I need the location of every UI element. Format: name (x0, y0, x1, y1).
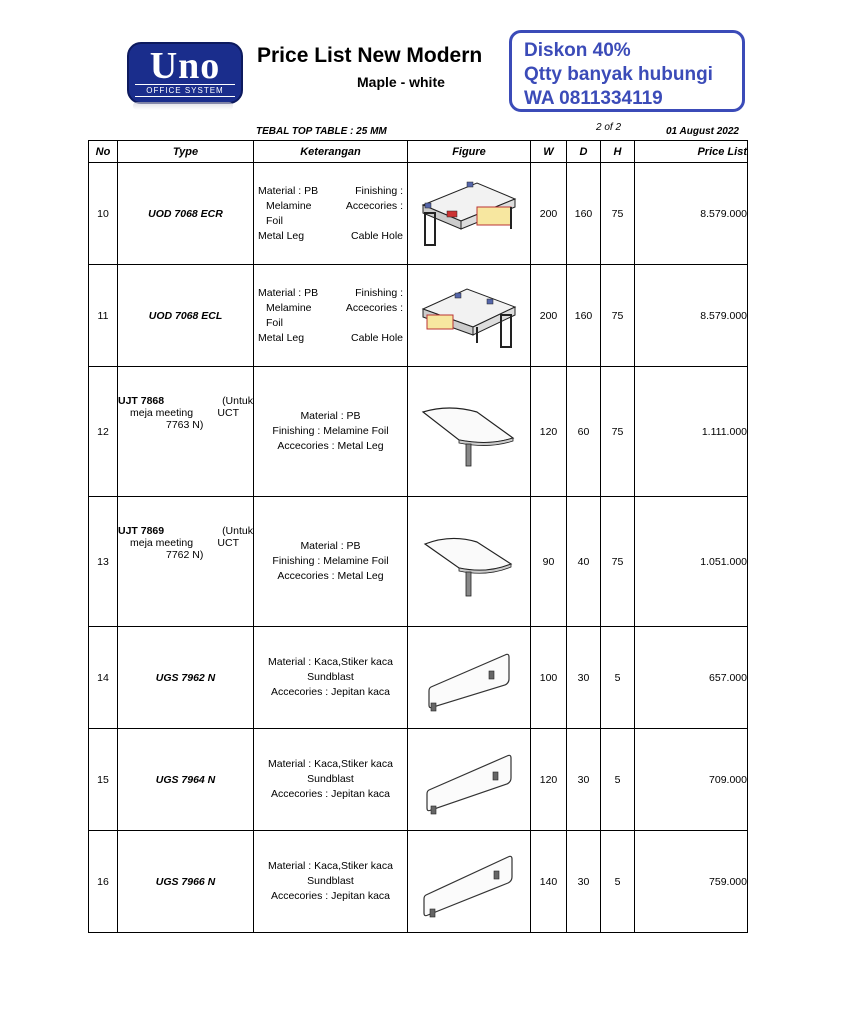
l-desk-left-figure (417, 279, 521, 353)
col-w: W (531, 141, 567, 163)
ket-line-1: Material : Kaca,Stiker kaca (268, 656, 393, 668)
cell-no: 12 (89, 367, 118, 497)
cell-figure (408, 367, 531, 497)
ket-line-1: Material : PB (300, 540, 361, 552)
logo-brand: Uno (149, 45, 221, 87)
cell-type (118, 497, 254, 627)
cell-figure (408, 163, 531, 265)
cell-no: 15 (89, 729, 118, 831)
cell-h: 75 (601, 497, 635, 627)
type-note-c: UCT (217, 537, 239, 549)
table-row (89, 831, 748, 933)
ket-accecories: Accecories : (345, 199, 403, 212)
cell-no: 11 (89, 265, 118, 367)
cell-h: 5 (601, 729, 635, 831)
ket-line-3: Accecories : Metal Leg (277, 440, 384, 452)
table-header-row (89, 141, 748, 163)
cell-figure (408, 497, 531, 627)
ket-line-3: Accecories : Jepitan kaca (270, 788, 391, 800)
price-table (88, 140, 748, 933)
promo-line-2: Qtty banyak hubungi (524, 64, 713, 85)
cell-price: 1.051.000 (635, 497, 748, 627)
ket-finishing: Finishing : (355, 184, 403, 197)
cell-w: 90 (531, 497, 567, 627)
ket-finish-value: Melamine Foil (266, 301, 312, 329)
cell-w: 140 (531, 831, 567, 933)
table-row (89, 497, 748, 627)
cell-d: 40 (567, 497, 601, 627)
ket-material: Material : PB (258, 184, 319, 197)
cell-h: 75 (601, 163, 635, 265)
cell-price: 1.111.000 (635, 367, 748, 497)
ket-line-3: Accecories : Jepitan kaca (270, 686, 391, 698)
ket-finishing: Finishing : (355, 286, 403, 299)
ket-material: Material : PB (258, 286, 319, 299)
cell-figure (408, 831, 531, 933)
cell-price: 8.579.000 (635, 265, 748, 367)
ket-finish-value: Melamine Foil (266, 199, 312, 227)
cell-no: 10 (89, 163, 118, 265)
table-row (89, 367, 748, 497)
cell-w: 200 (531, 163, 567, 265)
cell-type: UGS 7966 N (118, 831, 254, 933)
type-code: UJT 7868 (118, 395, 165, 407)
price-date: 01 August 2022 (666, 126, 739, 137)
ket-accecories: Accecories : (345, 301, 403, 314)
table-row (89, 265, 748, 367)
type-note-b: meja meeting (130, 537, 194, 549)
ket-line-1: Material : PB (300, 410, 361, 422)
type-note-d: 7762 N) (166, 549, 204, 561)
ket-line-2: Finishing : Melamine Foil (272, 425, 389, 437)
ket-line-2: Sundblast (307, 875, 354, 887)
cell-type: UGS 7964 N (118, 729, 254, 831)
cell-figure (408, 729, 531, 831)
promo-line-3: WA 0811334119 (524, 88, 663, 109)
meeting-table-figure (419, 394, 519, 470)
cell-keterangan (254, 729, 408, 831)
type-code: UJT 7869 (118, 525, 165, 537)
col-price: Price List (635, 141, 748, 163)
col-keterangan: Keterangan (254, 141, 408, 163)
cell-no: 16 (89, 831, 118, 933)
glass-screen-figure (420, 845, 518, 919)
cell-h: 5 (601, 831, 635, 933)
cell-type: UOD 7068 ECL (118, 265, 254, 367)
promo-box (509, 30, 745, 112)
cell-price: 8.579.000 (635, 163, 748, 265)
ket-line-3: Accecories : Jepitan kaca (270, 890, 391, 902)
cell-figure (408, 265, 531, 367)
cell-keterangan (254, 265, 408, 367)
cell-h: 5 (601, 627, 635, 729)
table-row (89, 163, 748, 265)
cell-d: 160 (567, 265, 601, 367)
cell-no: 13 (89, 497, 118, 627)
ket-acc-value-2: Cable Hole (351, 229, 403, 242)
ket-acc-value: Metal Leg (258, 331, 305, 344)
cell-h: 75 (601, 367, 635, 497)
ket-line-1: Material : Kaca,Stiker kaca (268, 860, 393, 872)
ket-line-1: Material : Kaca,Stiker kaca (268, 758, 393, 770)
cell-w: 100 (531, 627, 567, 729)
cell-type: UGS 7962 N (118, 627, 254, 729)
type-note-b: meja meeting (130, 407, 194, 419)
uno-logo (127, 42, 243, 104)
type-note-d: 7763 N) (166, 419, 204, 431)
cell-keterangan (254, 163, 408, 265)
cell-w: 120 (531, 729, 567, 831)
meeting-table-figure (419, 524, 519, 600)
ket-line-2: Sundblast (307, 671, 354, 683)
glass-screen-figure (421, 744, 517, 816)
cell-price: 657.000 (635, 627, 748, 729)
cell-keterangan (254, 497, 408, 627)
cell-w: 120 (531, 367, 567, 497)
cell-keterangan (254, 831, 408, 933)
ket-acc-value-2: Cable Hole (351, 331, 403, 344)
ket-acc-value: Metal Leg (258, 229, 305, 242)
tebal-top-table: TEBAL TOP TABLE : 25 MM (256, 126, 387, 137)
cell-price: 709.000 (635, 729, 748, 831)
cell-keterangan (254, 367, 408, 497)
cell-keterangan (254, 627, 408, 729)
type-note-a: (Untuk (222, 395, 253, 407)
cell-d: 30 (567, 627, 601, 729)
cell-d: 160 (567, 163, 601, 265)
cell-d: 30 (567, 831, 601, 933)
col-no: No (89, 141, 118, 163)
page-title: Price List New Modern (257, 44, 483, 67)
page-subtitle: Maple - white (357, 74, 445, 90)
cell-figure (408, 627, 531, 729)
cell-w: 200 (531, 265, 567, 367)
ket-line-2: Sundblast (307, 773, 354, 785)
logo-shadow (133, 102, 233, 110)
col-type: Type (118, 141, 254, 163)
page-number: 2 of 2 (596, 122, 622, 133)
cell-no: 14 (89, 627, 118, 729)
table-row (89, 627, 748, 729)
type-note-a: (Untuk (222, 525, 253, 537)
cell-d: 30 (567, 729, 601, 831)
type-note-c: UCT (217, 407, 239, 419)
col-h: H (601, 141, 635, 163)
table-row (89, 729, 748, 831)
logo-sub: OFFICE SYSTEM (135, 84, 235, 97)
cell-h: 75 (601, 265, 635, 367)
col-d: D (567, 141, 601, 163)
col-figure: Figure (408, 141, 531, 163)
cell-price: 759.000 (635, 831, 748, 933)
glass-screen-figure (421, 643, 517, 713)
l-desk-right-figure (417, 177, 521, 251)
cell-d: 60 (567, 367, 601, 497)
ket-line-2: Finishing : Melamine Foil (272, 555, 389, 567)
cell-type (118, 367, 254, 497)
ket-line-3: Accecories : Metal Leg (277, 570, 384, 582)
cell-type: UOD 7068 ECR (118, 163, 254, 265)
promo-line-1: Diskon 40% (524, 40, 631, 61)
